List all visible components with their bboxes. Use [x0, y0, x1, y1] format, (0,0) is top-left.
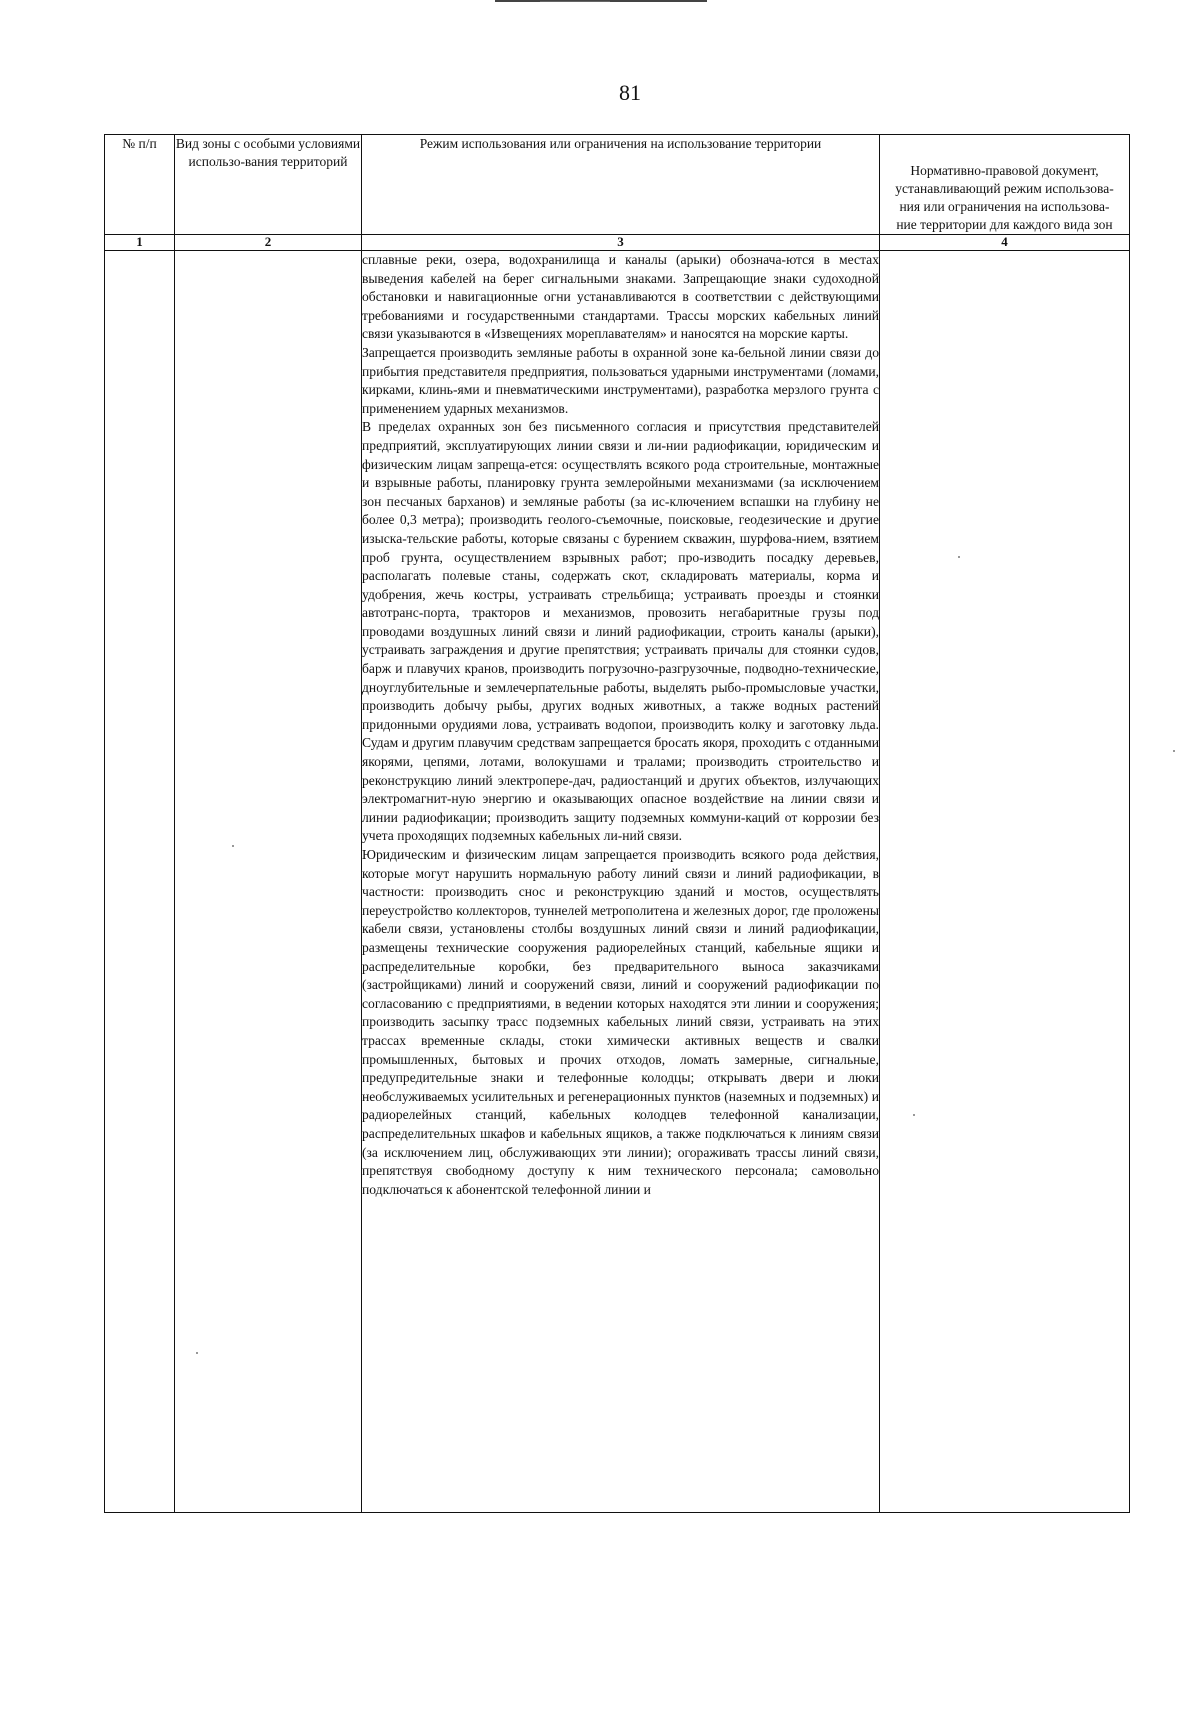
- scan-speck: [196, 1352, 198, 1354]
- header-usage-regime: Режим использования или ограничения на использование территории: [362, 135, 880, 235]
- header-number: № п/п: [105, 135, 175, 235]
- regime-paragraph-2: Запрещается производить земляные работы в охранной зоне ка-бельной линии связи до прибытия представителя предприятия, пользоваться ударными инструментами (ломами, кирками, клинь-ями и пневматическими инструментами), разработка мерзлого грунта с применением ударных механизмов.: [362, 344, 879, 416]
- page-number: 81: [619, 80, 641, 105]
- column-number-3: 3: [362, 235, 880, 251]
- cell-zone-type: [175, 251, 362, 1513]
- regime-paragraph-1: сплавные реки, озера, водохранилища и каналы (арыки) обознача-ются в местах выведения кабелей на берег сигнальными знаками. Запрещающие знаки судоходной обстановки и навигационные огни устанавливаются в соответствии с действующими требованиями и государственными стандартами. Трассы морских кабельных линий связи указываются в «Извещениях мореплавателям» и наносятся на морские карты.: [362, 252, 879, 342]
- scan-speck: [232, 845, 234, 847]
- regime-paragraph-3: В пределах охранных зон без письменного согласия и присутствия представителей предприятий, эксплуатирующих линии связи и ли-нии радиофикации, юридическим и физическим лицам запреща-ется: осуществлять всякого рода строительные, монтажные и взрывные работы, планировку грунта землеройными механизмами (за исключением зон песчаных барханов) и земляные работы (за ис-ключением вспашки на глубину не более 0,3 метра); производить геолого-съемочные, поисковые, геодезические и другие изыска-тельские работы, которые связаны с бурением скважин, шурфова-нием, взятием проб грунта, осуществлением взрывных работ; про-изводить посадку деревьев, располагать полевые станы, содержать скот, складировать материалы, корма и удобрения, жечь костры, устраивать стрельбища; устраивать проезды и стоянки автотранс-порта, тракторов и механизмов, провозить негабаритные грузы под проводами воздушных линий связи и линий радиофикации, строить каналы (арыки), устраивать заграждения и другие препятствия; устраивать причалы для стоянки судов, барж и плавучих кранов, производить погрузочно-разгрузочные, подводно-технические, дноуглубительные и землечерпательные работы, выделять рыбо-промысловые участки, производить добычу рыбы, других водных животных, а также водных растений придонными орудиями лова, устраивать водопои, производить колку и заготовку льда. Судам и другим плавучим средствам запрещается бросать якоря, проходить с отданными якорями, цепями, лотами, волокушами и тралами; производить строительство и реконструкцию линий электропере-дач, радиостанций и других объектов, излучающих электромагнит-ную энергию и оказывающих опасное воздействие на линии связи и линии радиофикации; производить защиту подземных коммуни-каций от коррозии без учета проходящих подземных кабельных ли-ний связи.: [362, 419, 879, 844]
- cell-legal-document: [880, 251, 1130, 1513]
- table-header-row: [105, 135, 1130, 235]
- header-zone-type: Вид зоны с особыми условиями использо-вания территорий: [175, 135, 362, 235]
- zones-table: [104, 134, 1130, 1513]
- scan-speck: [913, 1114, 915, 1116]
- cell-number: [105, 251, 175, 1513]
- scan-speck: [958, 556, 960, 558]
- regime-paragraph-4: Юридическим и физическим лицам запрещается производить всякого рода действия, которые могут нарушить нормальную работу линий связи и линий радиофикации, в частности: производить снос и реконструкцию зданий и мостов, осуществлять переустройство коллекторов, туннелей метрополитена и железных дорог, где проложены кабели связи, установлены столбы воздушных линий связи и линий радиофикации, размещены технические сооружения радиорелейных станций, кабельные ящики и распределительные коробки, без предварительного выноса заказчиками (застройщиками) линий и сооружений связи, линий и сооружений радиофикации по согласованию с предприятиями, в ведении которых находятся эти линии и сооружения; производить засыпку трасс подземных кабельных линий связи, устраивать на этих трассах временные склады, стоки химически активных веществ и свалки промышленных, бытовых и прочих отходов, ломать замерные, сигнальные, предупредительные знаки и телефонные колодцы; открывать двери и люки необслуживаемых усилительных и регенерационных пунктов (наземных и подземных) и радиорелейных станций, кабельных колодцев телефонной канализации, распределительных шкафов и кабельных ящиков, а также подключаться к линиям связи (за исключением лиц, обслуживающих эти линии); огораживать трассы линий связи, препятствуя свободному доступу к ним технического персонала; самовольно подключаться к абонентской телефонной линии и: [362, 847, 879, 1197]
- table-row: [105, 251, 1130, 1513]
- header-legal-document: [880, 135, 1130, 235]
- scan-edge-mark-inner: [540, 1, 610, 2]
- column-number-2: 2: [175, 235, 362, 251]
- column-number-1: 1: [105, 235, 175, 251]
- scan-speck: [1173, 750, 1175, 752]
- cell-usage-regime: [362, 251, 880, 1513]
- column-number-row: [105, 235, 1130, 251]
- column-number-4: 4: [880, 235, 1130, 251]
- header-legal-document-text: Нормативно-правовой документ, устанавливающий режим использова-ния или ограничения на использова-ние территории для каждого вида зон: [895, 163, 1114, 232]
